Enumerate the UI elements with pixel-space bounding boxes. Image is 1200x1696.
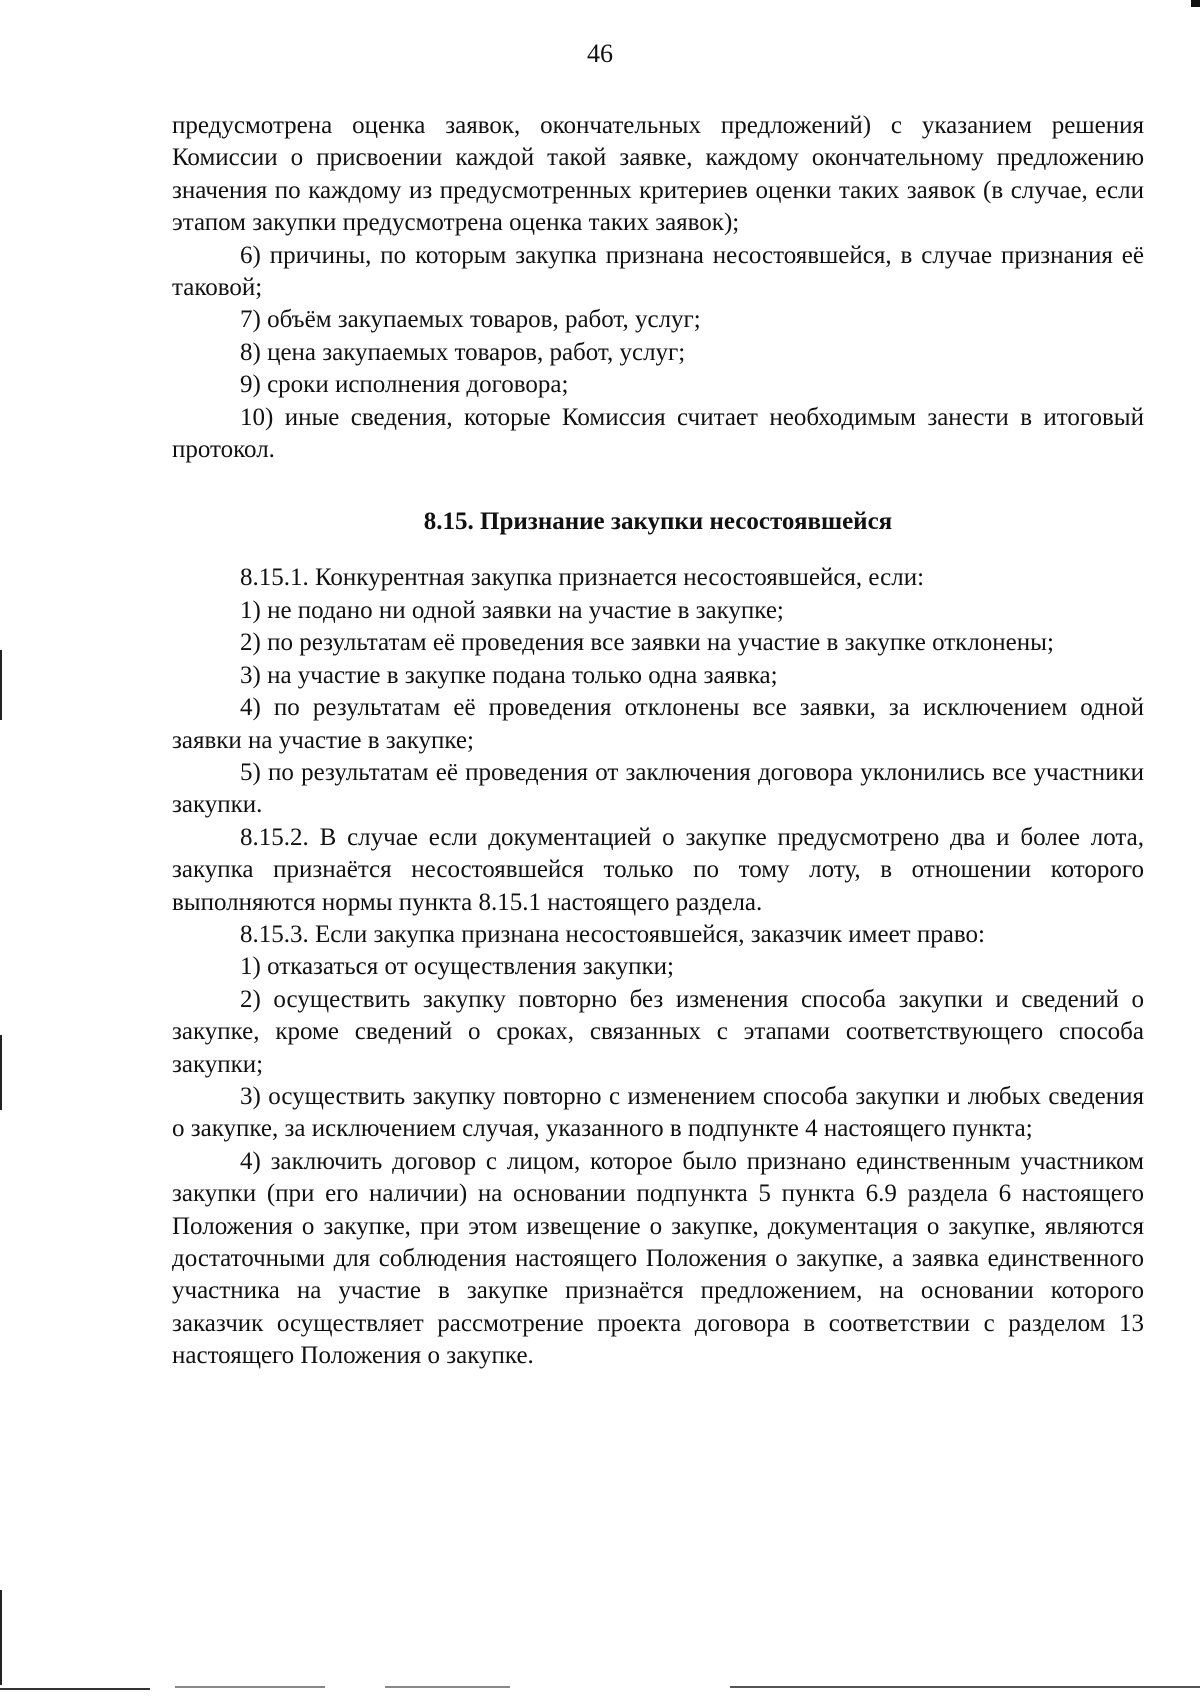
document-body bbox=[172, 110, 1144, 1373]
scan-bottom-line bbox=[175, 1686, 325, 1688]
scan-edge-mark bbox=[0, 650, 2, 720]
section-heading: 8.15. Признание закупки несостоявшейся bbox=[423, 508, 893, 536]
paragraph: 3) осуществить закупку повторно с изменением способа закупки и любых сведения о закупке, за исключением случая, указанного в подпункте 4 настоящего пункта; bbox=[172, 1082, 1144, 1143]
paragraph: 8.15.3. Если закупка признана несостоявшейся, заказчик имеет право: bbox=[240, 920, 985, 948]
page-number: 46 bbox=[587, 39, 613, 68]
paragraph: 9) сроки исполнения договора; bbox=[240, 371, 569, 399]
paragraph: 4) заключить договор с лицом, которое было признано единственным участником закупки (при его наличии) на основании подпункта 5 пункта 6.9 раздела 6 настоящего Положения о закупке, при этом извещение о закупке, документация о закупке, являются достаточными для соблюдения настоящего Положения о закупке, а заявка единственного участника на участие в закупке признаётся предложением, на основании которого заказчик осуществляет рассмотрение проекта договора в соответствии с разделом 13 настоящего Положения о закупке. bbox=[172, 1147, 1144, 1370]
scan-bottom-line bbox=[730, 1686, 1200, 1688]
paragraph: 8.15.1. Конкурентная закупка признается несостоявшейся, если: bbox=[240, 564, 925, 592]
paragraph: 8) цена закупаемых товаров, работ, услуг; bbox=[240, 338, 686, 366]
paragraph: 6) причины, по которым закупка признана несостоявшейся, в случае признания её таковой; bbox=[172, 241, 1144, 302]
scan-corner-mark bbox=[1191, 0, 1200, 7]
paragraph: 1) отказаться от осуществления закупки; bbox=[240, 953, 674, 981]
paragraph: 2) осуществить закупку повторно без изменения способа закупки и сведений о закупке, кроме сведений о сроках, связанных с этапами соответствующего способа закупки; bbox=[172, 985, 1144, 1078]
paragraph: предусмотрена оценка заявок, окончательных предложений) с указанием решения Комиссии о присвоении каждой такой заявке, каждому окончательному предложению значения по каждому из предусмотренных критериев оценки таких заявок (в случае, если этапом закупки предусмотрена оценка таких заявок); bbox=[172, 112, 1144, 237]
paragraph: 10) иные сведения, которые Комиссия считает необходимым занести в итоговый протокол. bbox=[172, 403, 1144, 464]
paragraph: 5) по результатам её проведения от заключения договора уклонились все участники закупки. bbox=[172, 758, 1144, 819]
paragraph: 2) по результатам её проведения все заявки на участие в закупке отклонены; bbox=[240, 629, 1054, 657]
scan-edge-mark bbox=[0, 1590, 2, 1685]
scan-edge-mark bbox=[0, 1035, 2, 1110]
paragraph: 3) на участие в закупке подана только одна заявка; bbox=[240, 661, 778, 689]
scan-bottom-line bbox=[0, 1688, 150, 1690]
paragraph: 7) объём закупаемых товаров, работ, услуг; bbox=[240, 306, 701, 334]
paragraph: 4) по результатам её проведения отклонены все заявки, за исключением одной заявки на участие в закупке; bbox=[172, 694, 1144, 754]
paragraph: 1) не подано ни одной заявки на участие в закупке; bbox=[240, 596, 784, 624]
paragraph: 8.15.2. В случае если документацией о закупке предусмотрено два и более лота, закупка признаётся несостоявшейся только по тому лоту, в отношении которого выполняются нормы пункта 8.15.1 настоящего раздела. bbox=[172, 823, 1144, 916]
scan-bottom-line bbox=[385, 1686, 510, 1688]
